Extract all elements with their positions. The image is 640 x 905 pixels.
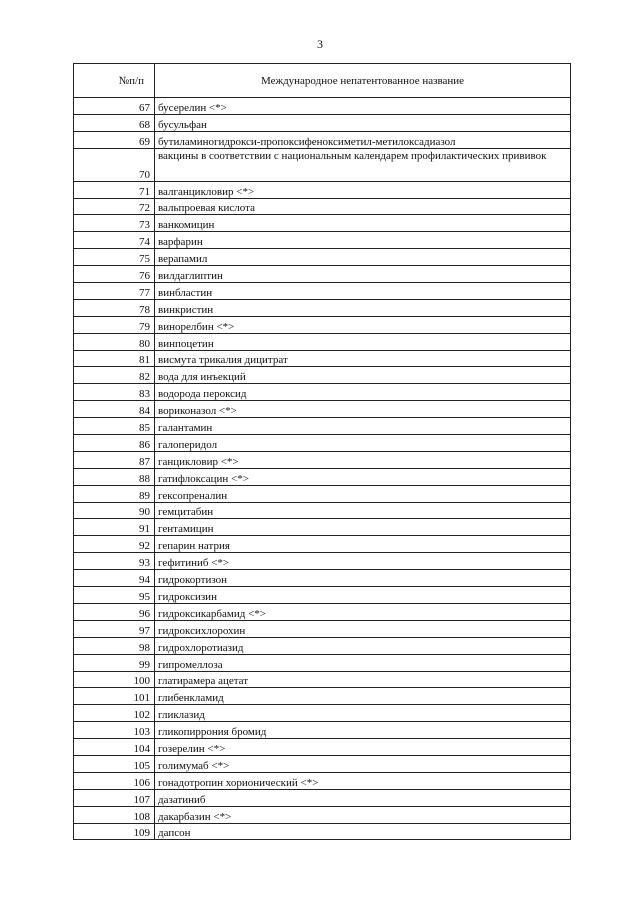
drug-name: галантамин xyxy=(155,418,571,435)
row-number: 95 xyxy=(74,587,155,604)
table-row xyxy=(74,620,571,637)
drug-name: варфарин xyxy=(155,232,571,249)
table-row xyxy=(74,283,571,300)
table-body xyxy=(74,98,571,840)
table-row xyxy=(74,198,571,215)
drug-name: винорелбин <*> xyxy=(155,316,571,333)
table-row xyxy=(74,316,571,333)
table-row xyxy=(74,451,571,468)
row-number: 82 xyxy=(74,367,155,384)
row-number: 70 xyxy=(74,148,155,181)
row-number: 88 xyxy=(74,468,155,485)
drug-name: галоперидол xyxy=(155,435,571,452)
drug-name: дазатиниб xyxy=(155,789,571,806)
drug-name: глибенкламид xyxy=(155,688,571,705)
row-number: 87 xyxy=(74,451,155,468)
table-row xyxy=(74,333,571,350)
table-row xyxy=(74,367,571,384)
row-number: 105 xyxy=(74,755,155,772)
table-row xyxy=(74,131,571,148)
row-number: 79 xyxy=(74,316,155,333)
drug-name: гозерелин <*> xyxy=(155,739,571,756)
row-number: 85 xyxy=(74,418,155,435)
drug-name: винпоцетин xyxy=(155,333,571,350)
table-row xyxy=(74,114,571,131)
table-row xyxy=(74,823,571,840)
row-number: 102 xyxy=(74,705,155,722)
table-row xyxy=(74,519,571,536)
row-number: 81 xyxy=(74,350,155,367)
row-number: 72 xyxy=(74,198,155,215)
row-number: 69 xyxy=(74,131,155,148)
table-row xyxy=(74,739,571,756)
table-row xyxy=(74,705,571,722)
table-row xyxy=(74,536,571,553)
row-number: 109 xyxy=(74,823,155,840)
row-number: 99 xyxy=(74,654,155,671)
row-number: 80 xyxy=(74,333,155,350)
table-row xyxy=(74,755,571,772)
row-number: 92 xyxy=(74,536,155,553)
drug-table xyxy=(73,63,571,840)
row-number: 94 xyxy=(74,570,155,587)
table-header-row xyxy=(74,64,571,98)
drug-name: ванкомицин xyxy=(155,215,571,232)
drug-name: гатифлоксацин <*> xyxy=(155,468,571,485)
drug-name: висмута трикалия дицитрат xyxy=(155,350,571,367)
row-number: 108 xyxy=(74,806,155,823)
row-number: 96 xyxy=(74,603,155,620)
row-number: 77 xyxy=(74,283,155,300)
row-number: 90 xyxy=(74,502,155,519)
row-number: 93 xyxy=(74,553,155,570)
drug-name: вориконазол <*> xyxy=(155,401,571,418)
row-number: 76 xyxy=(74,266,155,283)
row-number: 78 xyxy=(74,299,155,316)
drug-name: гликлазид xyxy=(155,705,571,722)
drug-name: гепарин натрия xyxy=(155,536,571,553)
row-number: 98 xyxy=(74,637,155,654)
table-row xyxy=(74,688,571,705)
drug-name: вилдаглиптин xyxy=(155,266,571,283)
table-row xyxy=(74,98,571,115)
table-row xyxy=(74,637,571,654)
drug-name: гидроксизин xyxy=(155,587,571,604)
row-number: 97 xyxy=(74,620,155,637)
table-row xyxy=(74,587,571,604)
table-row xyxy=(74,570,571,587)
table-row xyxy=(74,249,571,266)
drug-name: гидроксихлорохин xyxy=(155,620,571,637)
table-row xyxy=(74,502,571,519)
drug-name: гефитиниб <*> xyxy=(155,553,571,570)
drug-name: вакцины в соответствии с национальным календарем профилактических прививок xyxy=(155,148,571,181)
table-row xyxy=(74,418,571,435)
drug-name: гипромеллоза xyxy=(155,654,571,671)
drug-name: гентамицин xyxy=(155,519,571,536)
table-row xyxy=(74,384,571,401)
row-number: 86 xyxy=(74,435,155,452)
row-number: 83 xyxy=(74,384,155,401)
row-number: 91 xyxy=(74,519,155,536)
drug-name: гемцитабин xyxy=(155,502,571,519)
drug-name: гидрокортизон xyxy=(155,570,571,587)
row-number: 101 xyxy=(74,688,155,705)
header-number: №п/п xyxy=(74,64,155,98)
drug-name: винбластин xyxy=(155,283,571,300)
table-row xyxy=(74,350,571,367)
drug-name: водорода пероксид xyxy=(155,384,571,401)
drug-name: глатирамера ацетат xyxy=(155,671,571,688)
drug-name: гидрохлоротиазид xyxy=(155,637,571,654)
row-number: 73 xyxy=(74,215,155,232)
table-row xyxy=(74,299,571,316)
row-number: 75 xyxy=(74,249,155,266)
row-number: 89 xyxy=(74,485,155,502)
row-number: 71 xyxy=(74,181,155,198)
table-row xyxy=(74,232,571,249)
table-row xyxy=(74,181,571,198)
row-number: 104 xyxy=(74,739,155,756)
table-row xyxy=(74,806,571,823)
drug-name: бусульфан xyxy=(155,114,571,131)
drug-name: ганцикловир <*> xyxy=(155,451,571,468)
table-row xyxy=(74,215,571,232)
row-number: 67 xyxy=(74,98,155,115)
row-number: 107 xyxy=(74,789,155,806)
row-number: 84 xyxy=(74,401,155,418)
table-row xyxy=(74,772,571,789)
table-row xyxy=(74,485,571,502)
table-row xyxy=(74,553,571,570)
table-row xyxy=(74,671,571,688)
drug-name: голимумаб <*> xyxy=(155,755,571,772)
table-row xyxy=(74,654,571,671)
drug-name: винкристин xyxy=(155,299,571,316)
table-row xyxy=(74,603,571,620)
drug-name: дапсон xyxy=(155,823,571,840)
table-row xyxy=(74,722,571,739)
drug-name: бутиламиногидрокси-пропоксифеноксиметил-метилоксадиазол xyxy=(155,131,571,148)
drug-name: вода для инъекций xyxy=(155,367,571,384)
drug-name: валганцикловир <*> xyxy=(155,181,571,198)
drug-name: бусерелин <*> xyxy=(155,98,571,115)
drug-name: гидроксикарбамид <*> xyxy=(155,603,571,620)
row-number: 103 xyxy=(74,722,155,739)
table-row xyxy=(74,468,571,485)
row-number: 74 xyxy=(74,232,155,249)
table-row xyxy=(74,266,571,283)
drug-name: верапамил xyxy=(155,249,571,266)
drug-name: гонадотропин хорионический <*> xyxy=(155,772,571,789)
row-number: 68 xyxy=(74,114,155,131)
drug-name: гексопреналин xyxy=(155,485,571,502)
drug-name: дакарбазин <*> xyxy=(155,806,571,823)
table-row xyxy=(74,789,571,806)
header-name: Международное непатентованное название xyxy=(155,64,571,98)
table-row xyxy=(74,401,571,418)
table-row xyxy=(74,148,571,181)
page-number: 3 xyxy=(317,37,323,51)
row-number: 106 xyxy=(74,772,155,789)
table-row xyxy=(74,435,571,452)
drug-name: вальпроевая кислота xyxy=(155,198,571,215)
drug-name: гликопиррония бромид xyxy=(155,722,571,739)
row-number: 100 xyxy=(74,671,155,688)
